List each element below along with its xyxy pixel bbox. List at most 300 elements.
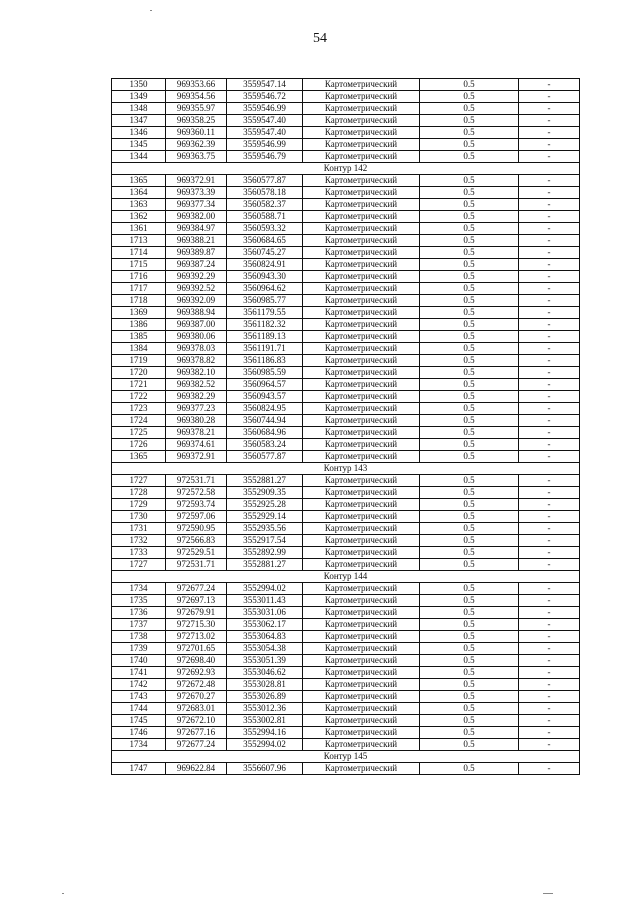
error-cell: 0.5 bbox=[420, 487, 519, 499]
x-coordinate-cell: 969378.82 bbox=[166, 355, 227, 367]
error-cell: 0.5 bbox=[420, 511, 519, 523]
y-coordinate-cell: 3553002.81 bbox=[227, 715, 303, 727]
table-row bbox=[112, 739, 580, 751]
point-number-cell: 1347 bbox=[112, 115, 166, 127]
method-cell: Картометрический bbox=[303, 703, 420, 715]
table-row bbox=[112, 547, 580, 559]
page-number: 54 bbox=[313, 31, 327, 46]
x-coordinate-cell: 972692.93 bbox=[166, 667, 227, 679]
x-coordinate-cell: 969374.61 bbox=[166, 439, 227, 451]
error-cell: 0.5 bbox=[420, 763, 519, 775]
method-cell: Картометрический bbox=[303, 727, 420, 739]
y-coordinate-cell: 3553051.39 bbox=[227, 655, 303, 667]
point-number-cell: 1731 bbox=[112, 523, 166, 535]
method-cell: Картометрический bbox=[303, 403, 420, 415]
x-coordinate-cell: 972679.91 bbox=[166, 607, 227, 619]
error-cell: 0.5 bbox=[420, 703, 519, 715]
error-cell: 0.5 bbox=[420, 139, 519, 151]
table-row bbox=[112, 499, 580, 511]
y-coordinate-cell: 3553031.06 bbox=[227, 607, 303, 619]
table-row bbox=[112, 259, 580, 271]
y-coordinate-cell: 3552929.14 bbox=[227, 511, 303, 523]
method-cell: Картометрический bbox=[303, 247, 420, 259]
error-cell: 0.5 bbox=[420, 223, 519, 235]
error-cell: 0.5 bbox=[420, 739, 519, 751]
method-cell: Картометрический bbox=[303, 319, 420, 331]
note-cell: - bbox=[519, 391, 580, 403]
table-row bbox=[112, 451, 580, 463]
table-row bbox=[112, 415, 580, 427]
note-cell: - bbox=[519, 175, 580, 187]
x-coordinate-cell: 969388.94 bbox=[166, 307, 227, 319]
method-cell: Картометрический bbox=[303, 523, 420, 535]
point-number-cell: 1728 bbox=[112, 487, 166, 499]
method-cell: Картометрический bbox=[303, 235, 420, 247]
point-number-cell: 1361 bbox=[112, 223, 166, 235]
table-row bbox=[112, 523, 580, 535]
y-coordinate-cell: 3552994.02 bbox=[227, 739, 303, 751]
point-number-cell: 1733 bbox=[112, 547, 166, 559]
note-cell: - bbox=[519, 259, 580, 271]
error-cell: 0.5 bbox=[420, 559, 519, 571]
y-coordinate-cell: 3559546.99 bbox=[227, 139, 303, 151]
y-coordinate-cell: 3553062.17 bbox=[227, 619, 303, 631]
point-number-cell: 1723 bbox=[112, 403, 166, 415]
x-coordinate-cell: 969380.28 bbox=[166, 415, 227, 427]
note-cell: - bbox=[519, 631, 580, 643]
point-number-cell: 1716 bbox=[112, 271, 166, 283]
note-cell: - bbox=[519, 127, 580, 139]
method-cell: Картометрический bbox=[303, 439, 420, 451]
x-coordinate-cell: 969392.52 bbox=[166, 283, 227, 295]
point-number-cell: 1734 bbox=[112, 583, 166, 595]
y-coordinate-cell: 3560943.30 bbox=[227, 271, 303, 283]
x-coordinate-cell: 969622.84 bbox=[166, 763, 227, 775]
table-row bbox=[112, 199, 580, 211]
method-cell: Картометрический bbox=[303, 307, 420, 319]
contour-label: Контур 144 bbox=[112, 571, 580, 583]
y-coordinate-cell: 3560964.62 bbox=[227, 283, 303, 295]
error-cell: 0.5 bbox=[420, 319, 519, 331]
x-coordinate-cell: 969355.97 bbox=[166, 103, 227, 115]
method-cell: Картометрический bbox=[303, 583, 420, 595]
note-cell: - bbox=[519, 331, 580, 343]
y-coordinate-cell: 3552935.56 bbox=[227, 523, 303, 535]
point-number-cell: 1719 bbox=[112, 355, 166, 367]
y-coordinate-cell: 3560943.57 bbox=[227, 391, 303, 403]
table-row bbox=[112, 559, 580, 571]
point-number-cell: 1362 bbox=[112, 211, 166, 223]
error-cell: 0.5 bbox=[420, 547, 519, 559]
y-coordinate-cell: 3552994.16 bbox=[227, 727, 303, 739]
x-coordinate-cell: 972531.71 bbox=[166, 559, 227, 571]
x-coordinate-cell: 969377.23 bbox=[166, 403, 227, 415]
error-cell: 0.5 bbox=[420, 583, 519, 595]
method-cell: Картометрический bbox=[303, 487, 420, 499]
note-cell: - bbox=[519, 223, 580, 235]
error-cell: 0.5 bbox=[420, 199, 519, 211]
method-cell: Картометрический bbox=[303, 295, 420, 307]
x-coordinate-cell: 972697.13 bbox=[166, 595, 227, 607]
note-cell: - bbox=[519, 655, 580, 667]
point-number-cell: 1738 bbox=[112, 631, 166, 643]
x-coordinate-cell: 972677.24 bbox=[166, 583, 227, 595]
note-cell: - bbox=[519, 247, 580, 259]
method-cell: Картометрический bbox=[303, 499, 420, 511]
method-cell: Картометрический bbox=[303, 667, 420, 679]
x-coordinate-cell: 969378.03 bbox=[166, 343, 227, 355]
y-coordinate-cell: 3560578.18 bbox=[227, 187, 303, 199]
x-coordinate-cell: 972566.83 bbox=[166, 535, 227, 547]
note-cell: - bbox=[519, 559, 580, 571]
x-coordinate-cell: 972572.58 bbox=[166, 487, 227, 499]
note-cell: - bbox=[519, 427, 580, 439]
note-cell: - bbox=[519, 715, 580, 727]
y-coordinate-cell: 3561191.71 bbox=[227, 343, 303, 355]
error-cell: 0.5 bbox=[420, 607, 519, 619]
error-cell: 0.5 bbox=[420, 307, 519, 319]
x-coordinate-cell: 969372.91 bbox=[166, 175, 227, 187]
error-cell: 0.5 bbox=[420, 211, 519, 223]
error-cell: 0.5 bbox=[420, 391, 519, 403]
note-cell: - bbox=[519, 211, 580, 223]
error-cell: 0.5 bbox=[420, 667, 519, 679]
table-row bbox=[112, 487, 580, 499]
error-cell: 0.5 bbox=[420, 691, 519, 703]
method-cell: Картометрический bbox=[303, 607, 420, 619]
y-coordinate-cell: 3559547.40 bbox=[227, 127, 303, 139]
method-cell: Картометрический bbox=[303, 367, 420, 379]
note-cell: - bbox=[519, 763, 580, 775]
error-cell: 0.5 bbox=[420, 631, 519, 643]
note-cell: - bbox=[519, 499, 580, 511]
y-coordinate-cell: 3560824.95 bbox=[227, 403, 303, 415]
point-number-cell: 1349 bbox=[112, 91, 166, 103]
point-number-cell: 1740 bbox=[112, 655, 166, 667]
note-cell: - bbox=[519, 595, 580, 607]
note-cell: - bbox=[519, 103, 580, 115]
error-cell: 0.5 bbox=[420, 79, 519, 91]
point-number-cell: 1739 bbox=[112, 643, 166, 655]
method-cell: Картометрический bbox=[303, 379, 420, 391]
table-row bbox=[112, 595, 580, 607]
contour-label: Контур 143 bbox=[112, 463, 580, 475]
note-cell: - bbox=[519, 739, 580, 751]
table-row bbox=[112, 91, 580, 103]
point-number-cell: 1741 bbox=[112, 667, 166, 679]
note-cell: - bbox=[519, 403, 580, 415]
method-cell: Картометрический bbox=[303, 283, 420, 295]
note-cell: - bbox=[519, 151, 580, 163]
method-cell: Картометрический bbox=[303, 679, 420, 691]
y-coordinate-cell: 3559546.99 bbox=[227, 103, 303, 115]
point-number-cell: 1344 bbox=[112, 151, 166, 163]
note-cell: - bbox=[519, 679, 580, 691]
y-coordinate-cell: 3560684.65 bbox=[227, 235, 303, 247]
table-row bbox=[112, 319, 580, 331]
note-cell: - bbox=[519, 535, 580, 547]
contour-header-row bbox=[112, 571, 580, 583]
x-coordinate-cell: 969392.29 bbox=[166, 271, 227, 283]
note-cell: - bbox=[519, 451, 580, 463]
table-row bbox=[112, 175, 580, 187]
method-cell: Картометрический bbox=[303, 127, 420, 139]
error-cell: 0.5 bbox=[420, 475, 519, 487]
point-number-cell: 1736 bbox=[112, 607, 166, 619]
x-coordinate-cell: 969388.21 bbox=[166, 235, 227, 247]
table-row bbox=[112, 763, 580, 775]
note-cell: - bbox=[519, 355, 580, 367]
y-coordinate-cell: 3561189.13 bbox=[227, 331, 303, 343]
table-row bbox=[112, 727, 580, 739]
x-coordinate-cell: 972597.06 bbox=[166, 511, 227, 523]
scan-speck bbox=[543, 893, 553, 894]
x-coordinate-cell: 969392.09 bbox=[166, 295, 227, 307]
y-coordinate-cell: 3561179.55 bbox=[227, 307, 303, 319]
method-cell: Картометрический bbox=[303, 151, 420, 163]
table-row bbox=[112, 223, 580, 235]
table-row bbox=[112, 643, 580, 655]
x-coordinate-cell: 969373.39 bbox=[166, 187, 227, 199]
point-number-cell: 1745 bbox=[112, 715, 166, 727]
point-number-cell: 1747 bbox=[112, 763, 166, 775]
point-number-cell: 1364 bbox=[112, 187, 166, 199]
method-cell: Картометрический bbox=[303, 79, 420, 91]
error-cell: 0.5 bbox=[420, 727, 519, 739]
point-number-cell: 1345 bbox=[112, 139, 166, 151]
table-row bbox=[112, 283, 580, 295]
error-cell: 0.5 bbox=[420, 175, 519, 187]
note-cell: - bbox=[519, 283, 580, 295]
note-cell: - bbox=[519, 523, 580, 535]
point-number-cell: 1721 bbox=[112, 379, 166, 391]
point-number-cell: 1727 bbox=[112, 559, 166, 571]
error-cell: 0.5 bbox=[420, 331, 519, 343]
error-cell: 0.5 bbox=[420, 115, 519, 127]
point-number-cell: 1715 bbox=[112, 259, 166, 271]
note-cell: - bbox=[519, 727, 580, 739]
contour-label: Контур 145 bbox=[112, 751, 580, 763]
point-number-cell: 1384 bbox=[112, 343, 166, 355]
error-cell: 0.5 bbox=[420, 259, 519, 271]
y-coordinate-cell: 3553046.62 bbox=[227, 667, 303, 679]
point-number-cell: 1744 bbox=[112, 703, 166, 715]
method-cell: Картометрический bbox=[303, 475, 420, 487]
table-row bbox=[112, 511, 580, 523]
note-cell: - bbox=[519, 235, 580, 247]
error-cell: 0.5 bbox=[420, 499, 519, 511]
method-cell: Картометрический bbox=[303, 451, 420, 463]
table-row bbox=[112, 79, 580, 91]
x-coordinate-cell: 969382.10 bbox=[166, 367, 227, 379]
x-coordinate-cell: 969377.34 bbox=[166, 199, 227, 211]
x-coordinate-cell: 972590.95 bbox=[166, 523, 227, 535]
point-number-cell: 1730 bbox=[112, 511, 166, 523]
point-number-cell: 1350 bbox=[112, 79, 166, 91]
note-cell: - bbox=[519, 187, 580, 199]
point-number-cell: 1714 bbox=[112, 247, 166, 259]
y-coordinate-cell: 3553026.89 bbox=[227, 691, 303, 703]
method-cell: Картометрический bbox=[303, 655, 420, 667]
point-number-cell: 1729 bbox=[112, 499, 166, 511]
method-cell: Картометрический bbox=[303, 535, 420, 547]
point-number-cell: 1737 bbox=[112, 619, 166, 631]
table-row bbox=[112, 115, 580, 127]
note-cell: - bbox=[519, 319, 580, 331]
error-cell: 0.5 bbox=[420, 619, 519, 631]
error-cell: 0.5 bbox=[420, 295, 519, 307]
note-cell: - bbox=[519, 379, 580, 391]
table-row bbox=[112, 715, 580, 727]
y-coordinate-cell: 3560985.59 bbox=[227, 367, 303, 379]
point-number-cell: 1717 bbox=[112, 283, 166, 295]
x-coordinate-cell: 972677.16 bbox=[166, 727, 227, 739]
error-cell: 0.5 bbox=[420, 715, 519, 727]
method-cell: Картометрический bbox=[303, 547, 420, 559]
method-cell: Картометрический bbox=[303, 139, 420, 151]
x-coordinate-cell: 969363.75 bbox=[166, 151, 227, 163]
table-row bbox=[112, 271, 580, 283]
y-coordinate-cell: 3560824.91 bbox=[227, 259, 303, 271]
x-coordinate-cell: 972672.10 bbox=[166, 715, 227, 727]
y-coordinate-cell: 3560577.87 bbox=[227, 451, 303, 463]
y-coordinate-cell: 3560985.77 bbox=[227, 295, 303, 307]
method-cell: Картометрический bbox=[303, 631, 420, 643]
x-coordinate-cell: 969358.25 bbox=[166, 115, 227, 127]
y-coordinate-cell: 3553028.81 bbox=[227, 679, 303, 691]
table-row bbox=[112, 139, 580, 151]
point-number-cell: 1734 bbox=[112, 739, 166, 751]
table-row bbox=[112, 295, 580, 307]
table-row bbox=[112, 151, 580, 163]
method-cell: Картометрический bbox=[303, 643, 420, 655]
note-cell: - bbox=[519, 547, 580, 559]
note-cell: - bbox=[519, 79, 580, 91]
x-coordinate-cell: 972677.24 bbox=[166, 739, 227, 751]
method-cell: Картометрический bbox=[303, 175, 420, 187]
y-coordinate-cell: 3553011.43 bbox=[227, 595, 303, 607]
error-cell: 0.5 bbox=[420, 355, 519, 367]
note-cell: - bbox=[519, 295, 580, 307]
note-cell: - bbox=[519, 487, 580, 499]
table-row bbox=[112, 655, 580, 667]
coordinates-table-body bbox=[112, 79, 580, 775]
point-number-cell: 1363 bbox=[112, 199, 166, 211]
x-coordinate-cell: 969353.66 bbox=[166, 79, 227, 91]
y-coordinate-cell: 3560588.71 bbox=[227, 211, 303, 223]
table-row bbox=[112, 583, 580, 595]
y-coordinate-cell: 3560577.87 bbox=[227, 175, 303, 187]
point-number-cell: 1726 bbox=[112, 439, 166, 451]
y-coordinate-cell: 3561182.32 bbox=[227, 319, 303, 331]
method-cell: Картометрический bbox=[303, 115, 420, 127]
contour-label: Контур 142 bbox=[112, 163, 580, 175]
y-coordinate-cell: 3560745.27 bbox=[227, 247, 303, 259]
x-coordinate-cell: 969382.00 bbox=[166, 211, 227, 223]
scan-speck bbox=[150, 10, 152, 11]
note-cell: - bbox=[519, 607, 580, 619]
point-number-cell: 1385 bbox=[112, 331, 166, 343]
y-coordinate-cell: 3552909.35 bbox=[227, 487, 303, 499]
point-number-cell: 1722 bbox=[112, 391, 166, 403]
method-cell: Картометрический bbox=[303, 763, 420, 775]
error-cell: 0.5 bbox=[420, 151, 519, 163]
method-cell: Картометрический bbox=[303, 511, 420, 523]
error-cell: 0.5 bbox=[420, 655, 519, 667]
x-coordinate-cell: 972593.74 bbox=[166, 499, 227, 511]
error-cell: 0.5 bbox=[420, 91, 519, 103]
y-coordinate-cell: 3552917.54 bbox=[227, 535, 303, 547]
y-coordinate-cell: 3560964.57 bbox=[227, 379, 303, 391]
note-cell: - bbox=[519, 691, 580, 703]
x-coordinate-cell: 969387.24 bbox=[166, 259, 227, 271]
error-cell: 0.5 bbox=[420, 187, 519, 199]
x-coordinate-cell: 972713.02 bbox=[166, 631, 227, 643]
table-row bbox=[112, 703, 580, 715]
y-coordinate-cell: 3559547.40 bbox=[227, 115, 303, 127]
method-cell: Картометрический bbox=[303, 427, 420, 439]
x-coordinate-cell: 972670.27 bbox=[166, 691, 227, 703]
method-cell: Картометрический bbox=[303, 259, 420, 271]
error-cell: 0.5 bbox=[420, 283, 519, 295]
error-cell: 0.5 bbox=[420, 103, 519, 115]
method-cell: Картометрический bbox=[303, 355, 420, 367]
note-cell: - bbox=[519, 307, 580, 319]
table-row bbox=[112, 187, 580, 199]
y-coordinate-cell: 3552881.27 bbox=[227, 475, 303, 487]
method-cell: Картометрический bbox=[303, 223, 420, 235]
note-cell: - bbox=[519, 367, 580, 379]
point-number-cell: 1743 bbox=[112, 691, 166, 703]
x-coordinate-cell: 972715.30 bbox=[166, 619, 227, 631]
note-cell: - bbox=[519, 199, 580, 211]
note-cell: - bbox=[519, 475, 580, 487]
table-row bbox=[112, 379, 580, 391]
table-row bbox=[112, 403, 580, 415]
x-coordinate-cell: 969362.39 bbox=[166, 139, 227, 151]
y-coordinate-cell: 3560582.37 bbox=[227, 199, 303, 211]
error-cell: 0.5 bbox=[420, 415, 519, 427]
table-row bbox=[112, 619, 580, 631]
x-coordinate-cell: 969384.97 bbox=[166, 223, 227, 235]
y-coordinate-cell: 3552925.28 bbox=[227, 499, 303, 511]
y-coordinate-cell: 3552994.02 bbox=[227, 583, 303, 595]
note-cell: - bbox=[519, 91, 580, 103]
method-cell: Картометрический bbox=[303, 331, 420, 343]
error-cell: 0.5 bbox=[420, 343, 519, 355]
method-cell: Картометрический bbox=[303, 271, 420, 283]
x-coordinate-cell: 972531.71 bbox=[166, 475, 227, 487]
y-coordinate-cell: 3560583.24 bbox=[227, 439, 303, 451]
point-number-cell: 1718 bbox=[112, 295, 166, 307]
error-cell: 0.5 bbox=[420, 367, 519, 379]
y-coordinate-cell: 3552892.99 bbox=[227, 547, 303, 559]
table-row bbox=[112, 211, 580, 223]
y-coordinate-cell: 3553012.36 bbox=[227, 703, 303, 715]
error-cell: 0.5 bbox=[420, 235, 519, 247]
method-cell: Картометрический bbox=[303, 559, 420, 571]
x-coordinate-cell: 972529.51 bbox=[166, 547, 227, 559]
error-cell: 0.5 bbox=[420, 535, 519, 547]
y-coordinate-cell: 3560744.94 bbox=[227, 415, 303, 427]
table-row bbox=[112, 391, 580, 403]
table-row bbox=[112, 307, 580, 319]
method-cell: Картометрический bbox=[303, 199, 420, 211]
table-row bbox=[112, 535, 580, 547]
error-cell: 0.5 bbox=[420, 679, 519, 691]
table-row bbox=[112, 691, 580, 703]
table-row bbox=[112, 127, 580, 139]
